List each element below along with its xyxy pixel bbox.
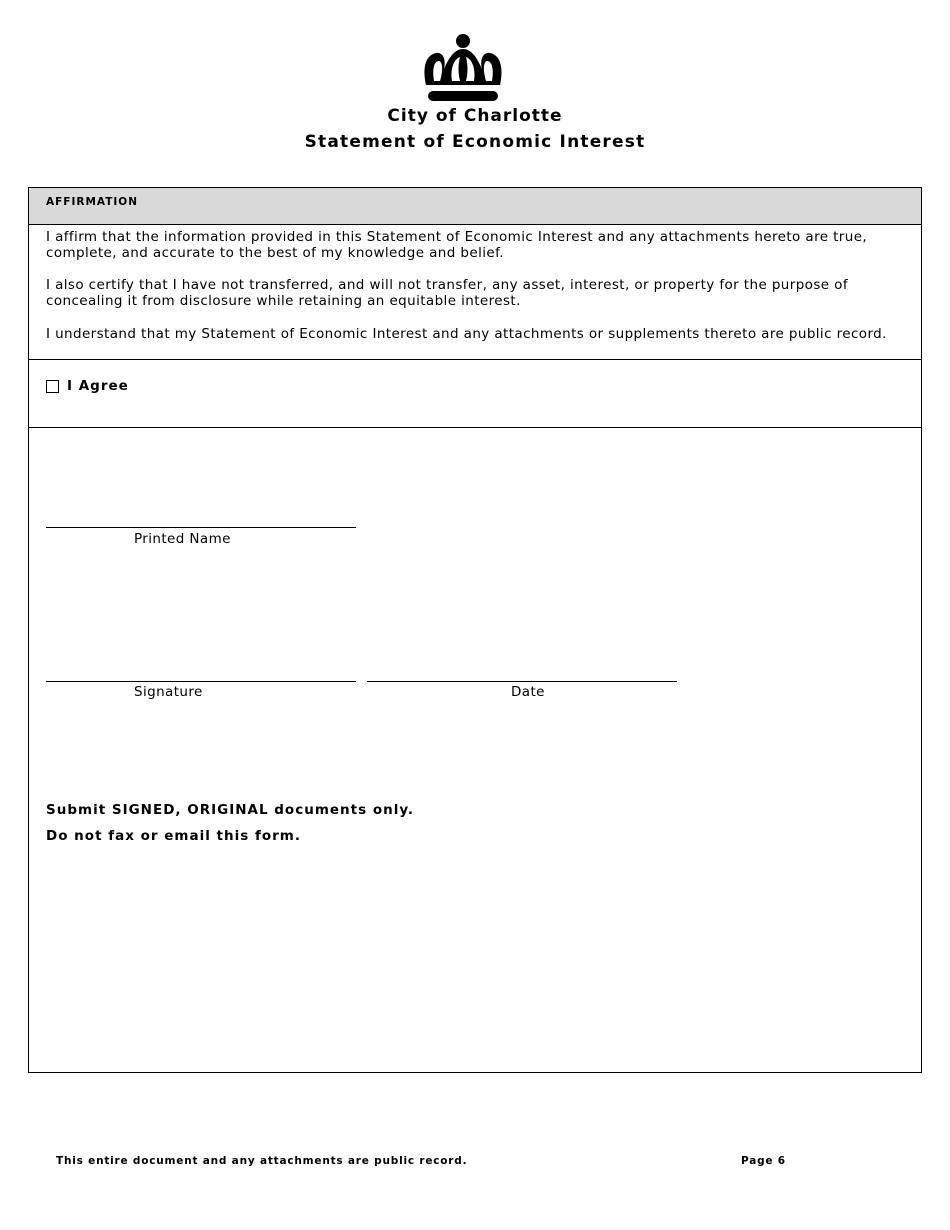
printed-name-line[interactable] [46,527,356,528]
affirmation-paragraph-3: I understand that my Statement of Economic Interest and any attachments or supplements thereto are public record. [46,326,887,342]
printed-name-label: Printed Name [134,531,231,547]
signature-line[interactable] [46,681,356,682]
affirmation-paragraph-2: I also certify that I have not transferred, and will not transfer, any asset, interest, or property for the purpose of concealing it from disclosure while retaining an equitable interest. [46,277,848,309]
agree-checkbox-row[interactable] [46,378,129,394]
affirmation-section [28,187,922,1073]
form-title: Statement of Economic Interest [304,132,646,152]
section-heading: AFFIRMATION [46,196,139,208]
divider [29,359,921,360]
page-number: Page 6 [741,1155,786,1167]
date-line[interactable] [367,681,677,682]
date-label: Date [511,684,545,700]
section-header [29,188,921,225]
organization-title: City of Charlotte [387,106,563,126]
instruction-no-fax: Do not fax or email this form. [46,828,301,844]
footer-notice: This entire document and any attachments are public record. [56,1155,468,1167]
instruction-original-only: Submit SIGNED, ORIGINAL documents only. [46,802,415,818]
divider [29,427,921,428]
signature-label: Signature [134,684,203,700]
agree-checkbox[interactable] [46,380,59,393]
agree-label: I Agree [67,378,129,394]
crown-logo-icon [422,33,504,103]
affirmation-paragraph-1: I affirm that the information provided in this Statement of Economic Interest and any attachments hereto are true, complete, and accurate to the best of my knowledge and belief. [46,229,868,261]
